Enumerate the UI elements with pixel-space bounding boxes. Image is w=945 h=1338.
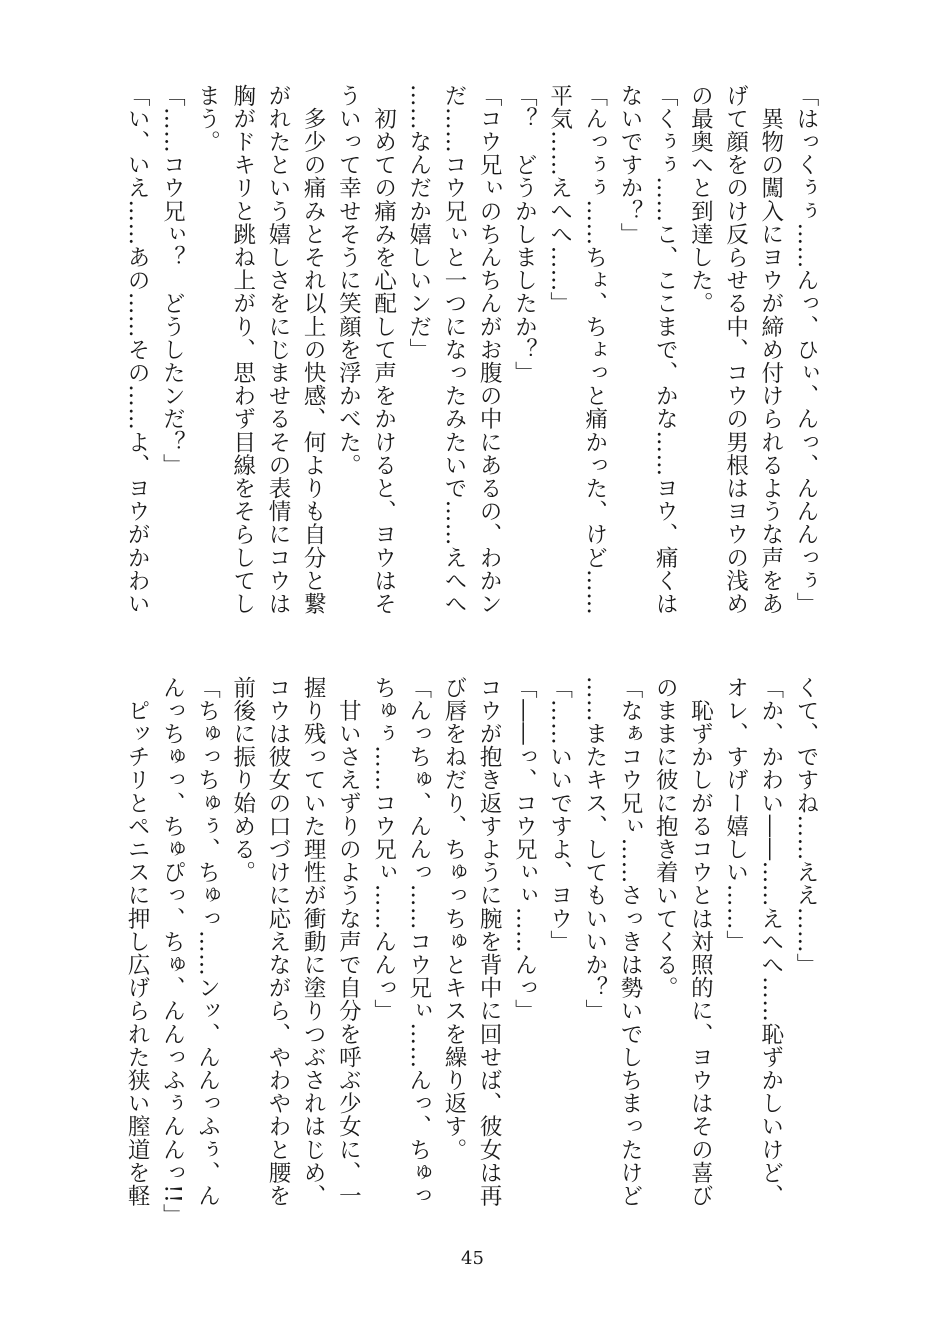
text-line: 初めての痛みを心配して声をかけると、ヨウはそ [370, 84, 397, 616]
text-line: 「はっくぅぅ……んっ、ひぃ、んっ、んんんっぅ」 [793, 84, 819, 616]
text-line: 平気……えへへ……」 [546, 84, 573, 315]
text-line: 恥ずかしがるコウとは対照的に、ヨウはその喜び [687, 676, 714, 1208]
text-line: ういって幸せそうに笑顔を浮かべた。 [335, 84, 362, 477]
text-line: くて、ですね……ええ……」 [793, 676, 819, 977]
text-line: コウは彼女の口づけに応えながら、やわやわと腰を [264, 676, 291, 1208]
text-line: がれたという嬉しさをにじませるその表情にコウは [264, 84, 291, 616]
text-line: 握り残っていた理性が衝動に塗りつぶされはじめ、 [300, 676, 327, 1208]
text-line: 「んっぅぅ……ちょ、ちょっと痛かった、けど…… [581, 84, 608, 616]
text-line: 「……コウ兄ぃ？ どうしたンだ？」 [159, 84, 186, 477]
text-line: 「くぅぅ……こ、ここまで、かな……ヨウ、痛くは [652, 84, 679, 616]
text-line: 「コウ兄ぃのちんちんがお腹の中にあるの、わかン [476, 84, 503, 616]
text-line: んっちゅっ、ちゅぴっ、ちゅ、んんっふぅんんっ!!」 [159, 676, 186, 1227]
text-line: 「い、いえ……あの……その……よ、ヨウがかわい [124, 84, 151, 616]
page-number: 45 [461, 1248, 484, 1269]
text-line: げて顔をのけ反らせる中、コウの男根はヨウの浅め [722, 84, 749, 616]
text-line: 「――っ、コウ兄ぃぃ……んっ」 [511, 676, 538, 1023]
text-line: 「……いいですよ、ヨウ」 [546, 676, 573, 954]
text-line: ……またキス、してもいいか？」 [581, 676, 608, 1023]
text-line: コウが抱き返すように腕を背中に回せば、彼女は再 [476, 676, 503, 1208]
text-line: 多少の痛みとそれ以上の快感、何よりも自分と繋 [300, 84, 327, 616]
text-line: ピッチリとペニスに押し広げられた狭い膣道を軽 [124, 676, 151, 1208]
text-line: び唇をねだり、ちゅっちゅとキスを繰り返す。 [440, 676, 467, 1162]
text-line: の最奥へと到達した。 [687, 84, 714, 315]
text-block-top [118, 84, 823, 644]
text-line: まう。 [194, 84, 221, 154]
text-line: のままに彼に抱き着いてくる。 [652, 676, 679, 1000]
text-line: ちゅぅ……コウ兄ぃ……んんっ」 [370, 676, 397, 1023]
text-line: だ……コウ兄ぃと一つになったみたいで……えへへ [440, 84, 467, 616]
text-block-bottom [118, 676, 823, 1236]
text-line: オレ、すげー嬉しい……」 [722, 676, 749, 954]
text-line: 「んっちゅ、んんっ……コウ兄ぃ……んっ、ちゅっ [405, 676, 432, 1208]
text-line: 異物の闖入にヨウが締め付けられるような声をあ [757, 84, 784, 616]
text-line: 「か、かわい――……えへへ……恥ずかしいけど、 [757, 676, 784, 1208]
text-line: 「なぁコウ兄ぃ……さっきは勢いでしちまったけど [616, 676, 643, 1208]
text-line: 「？ どうかしましたか？」 [511, 84, 538, 385]
text-line: 「ちゅっちゅぅ、ちゅっ……ンッ、んんっふぅ、ん [194, 676, 221, 1208]
text-line: ……なんだか嬉しいンだ」 [405, 84, 432, 362]
text-line: ないですか？」 [616, 84, 643, 246]
text-line: 甘いさえずりのような声で自分を呼ぶ少女に、一 [335, 676, 362, 1208]
text-line: 前後に振り始める。 [229, 676, 256, 884]
text-line: 胸がドキリと跳ね上がり、思わず目線をそらしてし [229, 84, 256, 616]
